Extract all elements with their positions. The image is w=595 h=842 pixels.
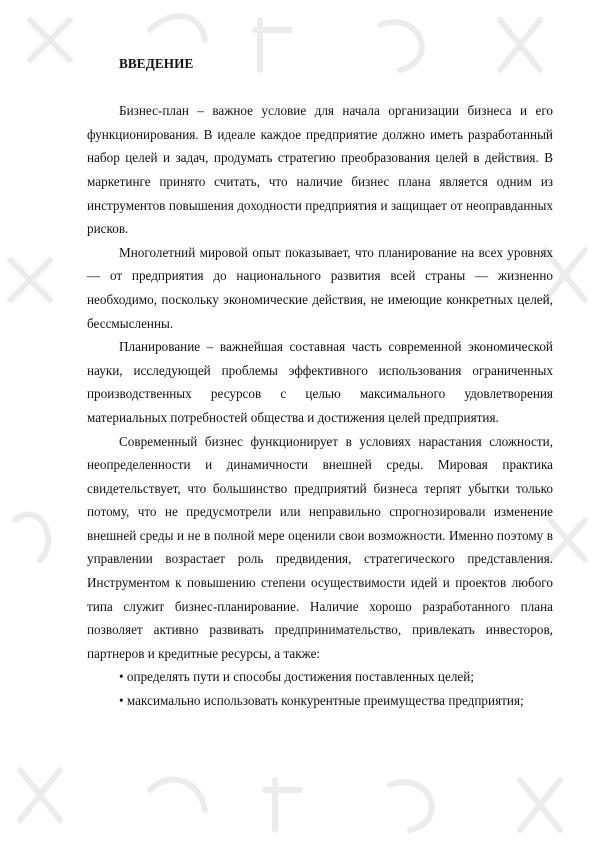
watermark-mark-3 <box>20 770 560 830</box>
document-body <box>87 52 553 713</box>
paragraph-1: Бизнес-план – важное условие для начала организации бизнеса и его функционирования. В идеале каждое предприятие должно иметь разработанный набор целей и задач, продумать стратегию преобразования целей в действия. В маркетинге принято считать, что наличие бизнес плана является одним из инструментов повышения доходности предприятия и защищает от неоправданных рисков. <box>87 103 553 237</box>
bullet-list <box>87 665 553 712</box>
paragraph-2: Многолетний мировой опыт показывает, что планирование на всех уровнях — от предприятия до национального развития всей страны — жизненно необходимо, поскольку экономические действия, не имеющие конкретных целей, бессмысленны. <box>87 244 553 331</box>
list-item: • максимально использовать конкурентные преимущества предприятия; <box>119 693 524 709</box>
list-item: • определять пути и способы достижения поставленных целей; <box>119 669 474 685</box>
paragraph-3: Планирование – важнейшая составная часть современной экономической науки, исследующей проблемы эффективного использования ограниченных производственных ресурсов с целью максимального удовлетворения материальных потребностей общества и достижения целей предприятия. <box>87 339 553 425</box>
paragraph-4: Современный бизнес функционирует в условиях нарастания сложности, неопределенности и динамичности внешней среды. Мировая практика свидетельствует, что большинство предприятий бизнеса терпят убытки только потому, что не предусмотрели или неправильно спрогнозировали изменение внешней среды и не в полной мере оценили свои возможности. Именно поэтому в управлении возрастает роль предвидения, стратегического представления. Инструментом к повышению степени осуществимости идей и проектов любого типа служит бизнес-планирование. Наличие хорошо разработанного плана позволяет активно развивать предпринимательство, привлекать инвесторов, партнеров и кредитные ресурсы, а также: <box>87 433 553 661</box>
page-title: ВВЕДЕНИЕ <box>119 56 194 71</box>
